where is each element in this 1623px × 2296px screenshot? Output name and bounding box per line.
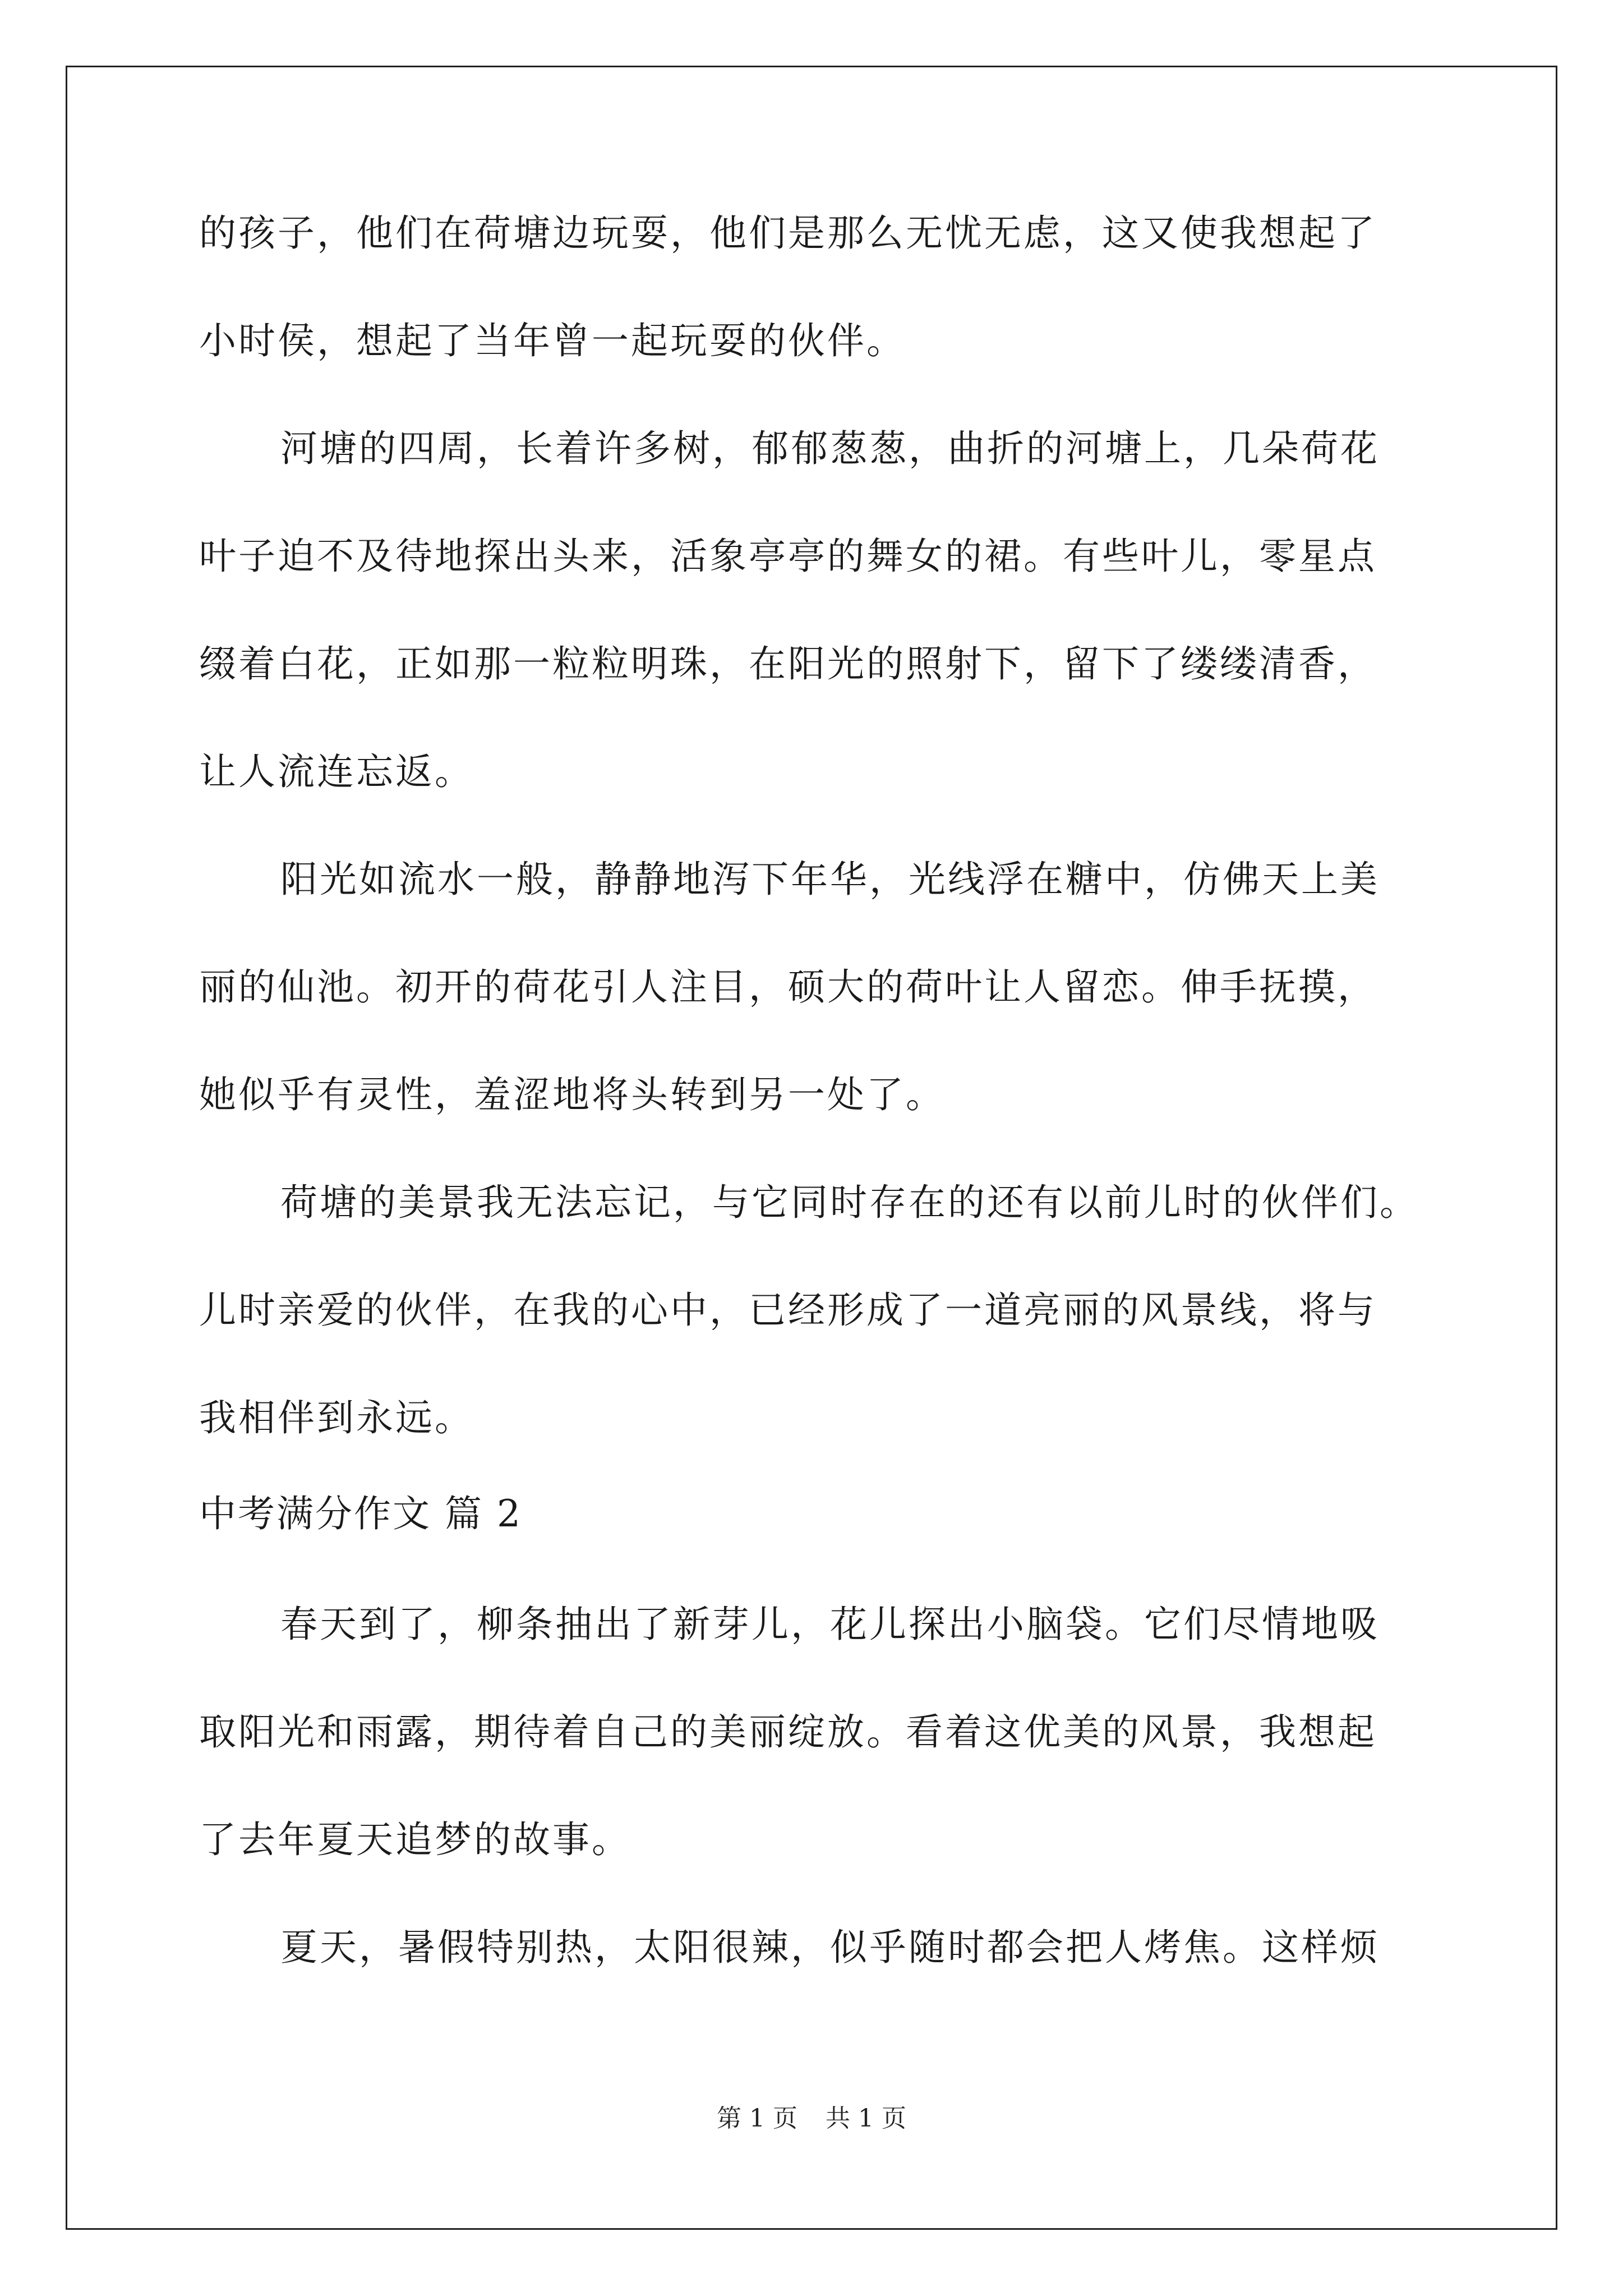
text-line: 儿时亲爱的伙伴，在我的心中，已经形成了一道亮丽的风景线，将与 <box>199 1289 1377 1332</box>
text-line: 的孩子，他们在荷塘边玩耍，他们是那么无忧无虑，这又使我想起了 <box>199 211 1377 255</box>
document-body <box>199 180 1450 2001</box>
paragraph-start-line: 荷塘的美景我无法忘记，与它同时存在的还有以前儿时的伙伴们。 <box>280 1181 1419 1224</box>
text-line: 小时侯，想起了当年曾一起玩耍的伙伴。 <box>199 319 906 362</box>
page-number-current: 第 1 页 <box>717 2104 797 2133</box>
text-line: 缀着白花，正如那一粒粒明珠，在阳光的照射下，留下了缕缕清香， <box>199 642 1377 685</box>
paragraph-start-line: 春天到了，柳条抽出了新芽儿，花儿探出小脑袋。它们尽情地吸 <box>280 1603 1380 1646</box>
page-number-total: 共 1 页 <box>826 2104 906 2133</box>
paragraph-start-line: 阳光如流水一般，静静地泻下年华，光线浮在糖中，仿佛天上美 <box>280 858 1380 901</box>
paragraph-start-line: 河塘的四周，长着许多树，郁郁葱葱，曲折的河塘上，几朵荷花 <box>280 427 1380 470</box>
text-line: 了去年夏天追梦的故事。 <box>199 1818 631 1861</box>
text-line: 我相伴到永远。 <box>199 1396 474 1439</box>
text-line: 丽的仙池。初开的荷花引人注目，硕大的荷叶让人留恋。伸手抚摸， <box>199 965 1377 1009</box>
text-line: 取阳光和雨露，期待着自己的美丽绽放。看着这优美的风景，我想起 <box>199 1710 1377 1754</box>
text-line: 叶子迫不及待地探出头来，活象亭亭的舞女的裙。有些叶儿，零星点 <box>199 535 1377 578</box>
section-heading: 中考满分作文 篇 2 <box>199 1492 522 1535</box>
page-footer <box>0 2098 1623 2134</box>
text-line: 她似乎有灵性，羞涩地将头转到另一处了。 <box>199 1073 945 1116</box>
paragraph-start-line: 夏天，暑假特别热，太阳很辣，似乎随时都会把人烤焦。这样烦 <box>280 1926 1380 1969</box>
text-line: 让人流连忘返。 <box>199 750 474 793</box>
